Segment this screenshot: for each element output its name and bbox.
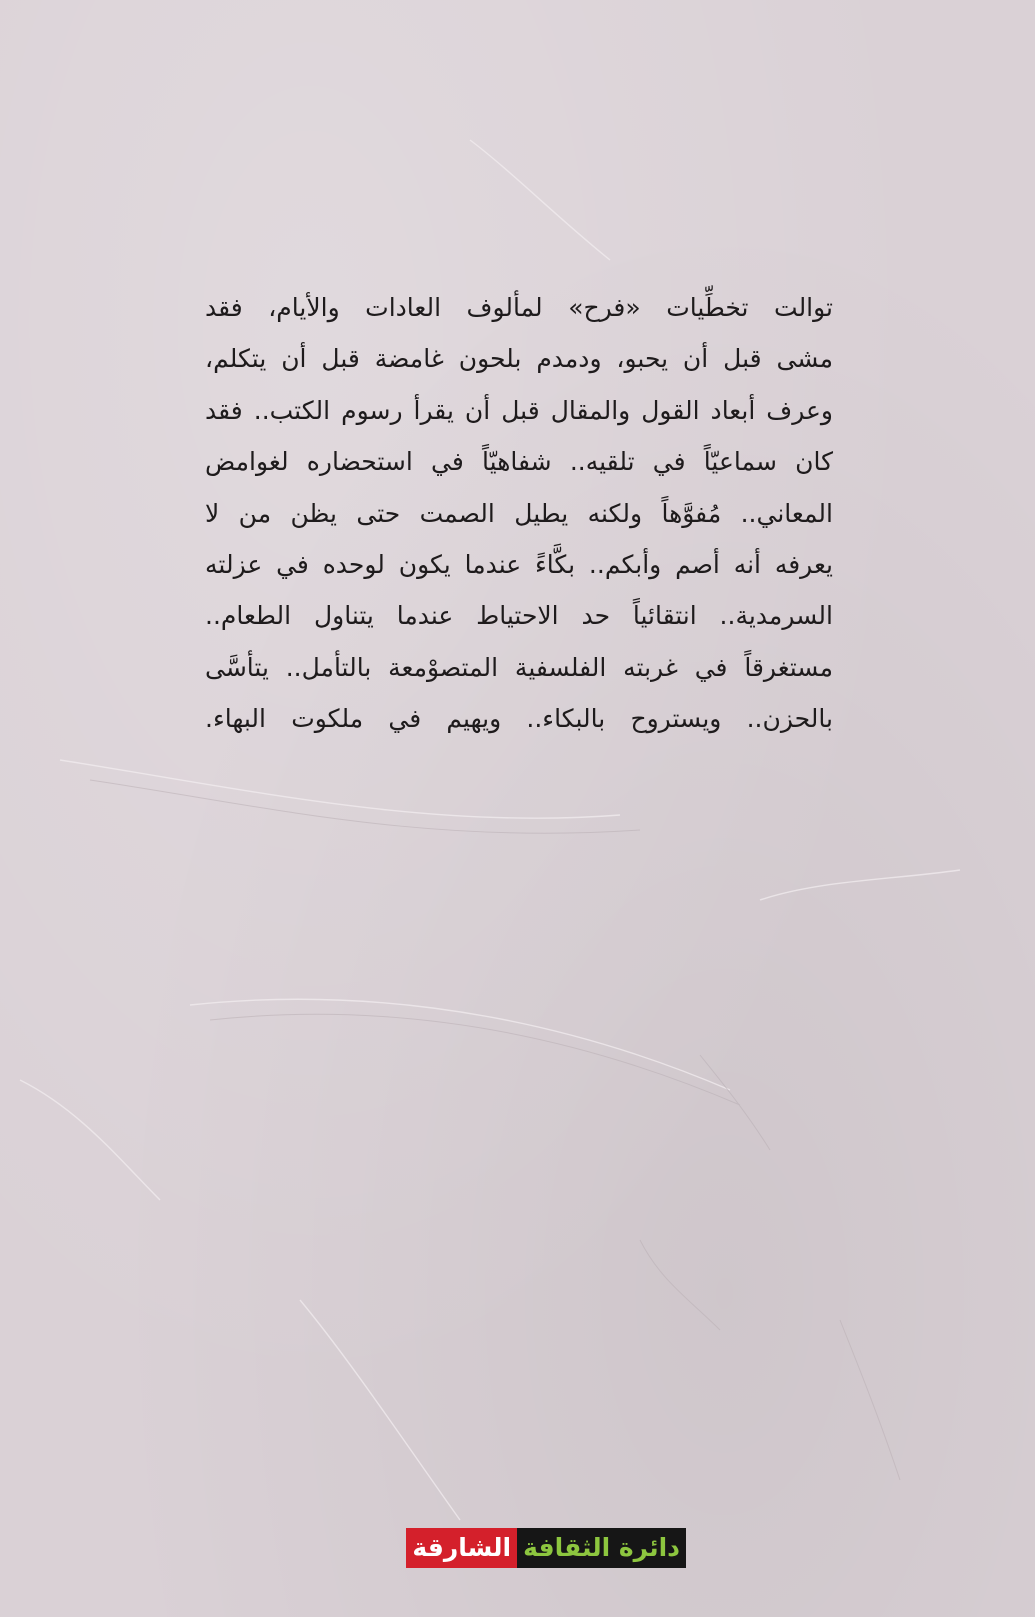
blurb-line: كان سماعيّاً في تلقيه.. شفاهيّاً في استحضاره لغوامض [205,447,833,477]
blurb-line: مستغرقاً في غربته الفلسفية المتصوْمعة بالتأمل.. يتأسَّى [205,652,833,682]
blurb-text [205,282,833,745]
logo-word-culture-text: الثقافة [523,1533,611,1562]
blurb-line: يعرفه أنه أصم وأبكم.. بكَّاءً عندما يكون لوحده في عزلته [205,550,833,580]
logo-word-department: دائرة [618,1533,680,1562]
blurb-line: المعاني.. مُفوَّهاً ولكنه يطيل الصمت حتى يظن من لا [205,498,833,528]
blurb-line: السرمدية.. انتقائياً حد الاحتياط عندما يتناول الطعام.. [205,601,833,631]
logo-word-sharjah: الشارقة [406,1528,517,1568]
logo-word-culture [517,1528,686,1568]
blurb-line: وعرف أبعاد القول والمقال قبل أن يقرأ رسوم الكتب.. فقد [205,395,833,425]
blurb-line: مشى قبل أن يحبو، ودمدم بلحون غامضة قبل أن يتكلم، [205,344,833,374]
blurb-line: بالحزن.. ويستروح بالبكاء.. ويهيم في ملكوت البهاء. [205,704,833,734]
publisher-logo [386,1528,686,1568]
blurb-line: توالت تخطِّيات «فرح» لمألوف العادات والأيام، فقد [205,293,833,322]
